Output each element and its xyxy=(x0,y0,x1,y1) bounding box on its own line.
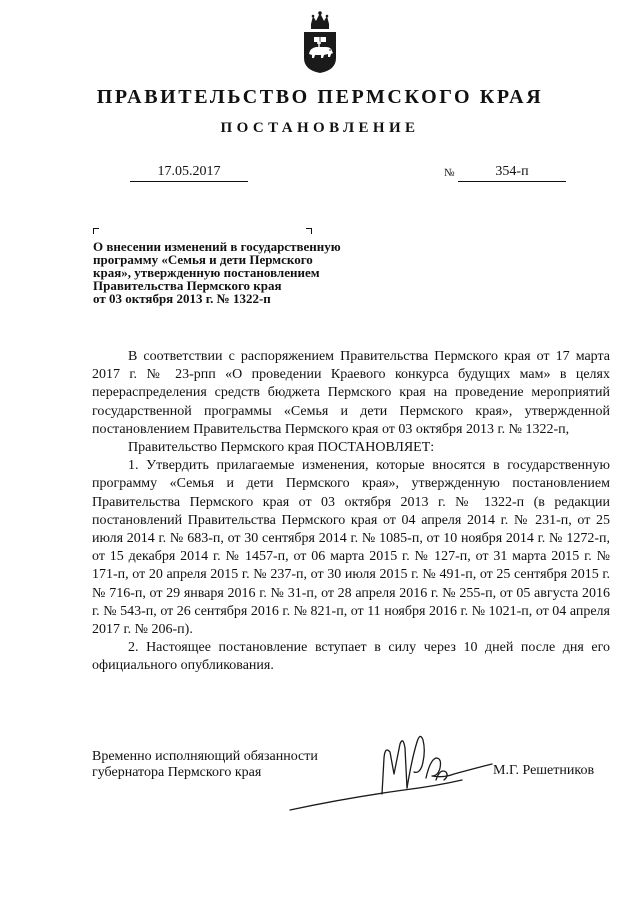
document-type: ПОСТАНОВЛЕНИЕ xyxy=(220,120,420,136)
subject-line: О внесении изменений в государственную xyxy=(93,239,341,254)
subject-line: программу «Семья и дети Пермского xyxy=(93,252,313,267)
preamble-paragraph: В соответствии с распоряжением Правительства Пермского края от 17 марта 2017 г. № 23-рпп «О проведении Краевого конкурса будущих мам» в целях перераспределения средств бюджета Пермского края на проведение мероприятий государственной программы «Семья и дети Пермского края», утвержденной постановлением Правительства Пермского края от 03 октября 2013 г. № 1322-п, xyxy=(92,349,610,437)
document-body xyxy=(92,348,610,676)
subject-line: Правительства Пермского края xyxy=(93,278,282,293)
government-title: ПРАВИТЕЛЬСТВО ПЕРМСКОГО КРАЯ xyxy=(96,86,544,108)
signatory-position-line: губернатора Пермского края xyxy=(92,765,262,780)
subject-corner-left xyxy=(93,228,99,234)
document-number: 354-п xyxy=(458,164,566,182)
signatory-position-line: Временно исполняющий обязанности xyxy=(92,749,318,764)
coat-of-arms-icon xyxy=(300,10,340,74)
subject-corner-right xyxy=(306,228,312,234)
clause-1: 1. Утвердить прилагаемые изменения, которые вносятся в государственную программу «Семья и дети Пермского края», утвержденную постановлением Правительства Пермского края от 03 октября 2013 г. № 1322-п (в редакции постановлений Правительства Пермского края от 04 апреля 2014 г. № 231-п, от 25 июля 2014 г. № 683-п, от 30 сентября 2014 г. № 1085-п, от 10 ноября 2014 г. № 1272-п, от 15 декабря 2014 г. № 1457-п, от 06 марта 2015 г. № 127-п, от 31 марта 2015 г. № 171-п, от 20 апреля 2015 г. № 237-п, от 30 июля 2015 г. № 491-п, от 25 сентября 2015 г. № 716-п, от 29 января 2016 г. № 31-п, от 28 апреля 2016 г. № 255-п, от 05 августа 2016 г. № 543-п, от 26 сентября 2016 г. № 821-п, от 11 ноября 2016 г. № 1021-п, от 04 апреля 2017 г. № 206-п). xyxy=(92,458,610,638)
document-date: 17.05.2017 xyxy=(130,164,248,182)
clause-2: 2. Настоящее постановление вступает в силу через 10 дней после дня его официального опубликования. xyxy=(92,640,610,674)
resolution-statement: Правительство Пермского края ПОСТАНОВЛЯЕТ: xyxy=(128,440,435,456)
document-subject xyxy=(93,240,353,305)
number-sign: № xyxy=(444,167,455,179)
handwritten-signature-icon xyxy=(286,718,506,814)
subject-line: края», утвержденную постановлением xyxy=(93,265,320,280)
subject-line: от 03 октября 2013 г. № 1322-п xyxy=(93,291,271,306)
signatory-name: М.Г. Решетников xyxy=(493,763,595,778)
